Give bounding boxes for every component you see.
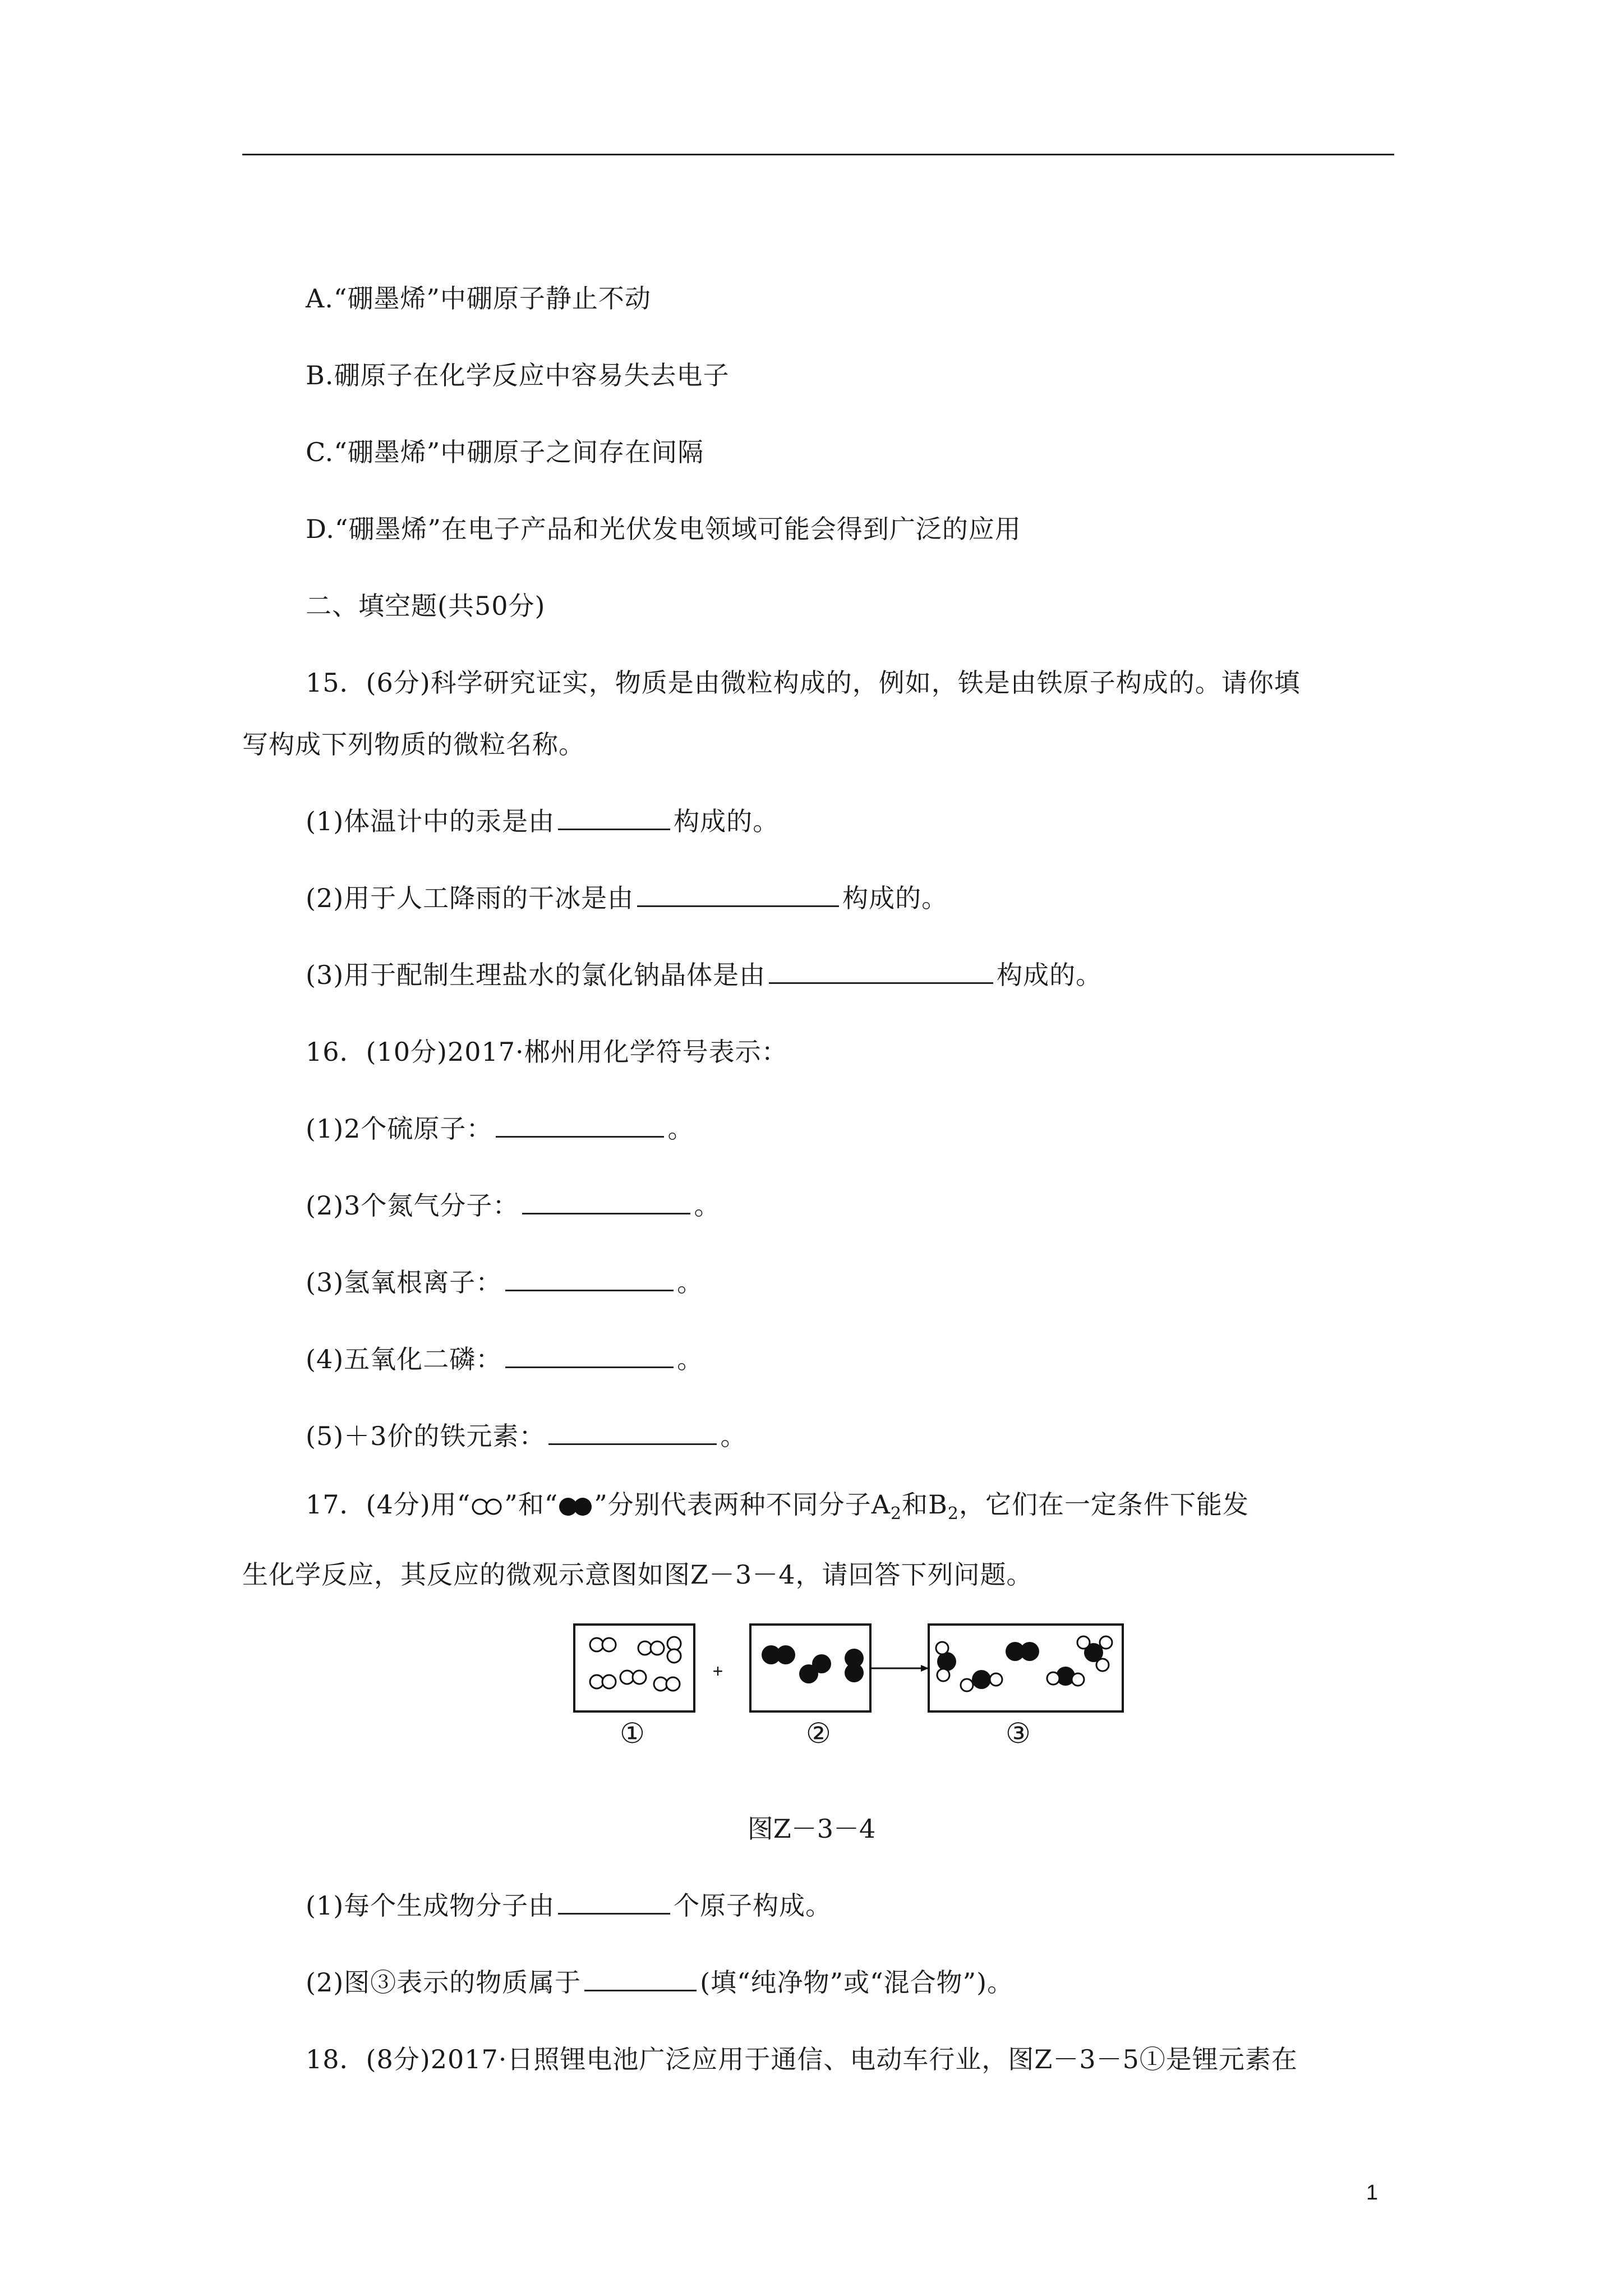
q16-item-2: (2)3个氮气分子： 。 <box>306 1190 721 1221</box>
answer-blank[interactable] <box>558 805 670 830</box>
q17-item-2: (2)图③表示的物质属于 (填“纯净物”或“混合物”)。 <box>306 1967 1014 1998</box>
q16-item-1: (1)2个硫原子： 。 <box>306 1114 694 1144</box>
q16-item-3: (3)氢氧根离子： 。 <box>306 1267 704 1297</box>
figure-caption: 图Z－3－4 <box>747 1814 876 1844</box>
q17-line1: 17．(4分)用“ ”和“ ”分别代表两种不同分子$A_2$和$B_2$，它们在一定条件下能发 <box>306 1489 1249 1524</box>
q17-item-1: (1)每个生成物分子由 个原子构成。 <box>306 1890 832 1921</box>
option-c: C.“硼墨烯”中硼原子之间存在间隔 <box>306 437 704 467</box>
b2-molecule-icon <box>558 1497 594 1517</box>
answer-blank[interactable] <box>637 882 839 907</box>
option-d: D.“硼墨烯”在电子产品和光伏发电领域可能会得到广泛的应用 <box>306 514 1021 544</box>
plus-sign: + <box>712 1661 723 1681</box>
q15-item-3: (3)用于配制生理盐水的氯化钠晶体是由 构成的。 <box>306 960 1103 990</box>
answer-blank[interactable] <box>505 1266 674 1291</box>
q16-item-4: (4)五氧化二磷： 。 <box>306 1344 704 1374</box>
section-title: 二、填空题(共50分) <box>306 591 546 621</box>
header-rule <box>242 154 1394 155</box>
q16-item-5: (5)＋3价的铁元素： 。 <box>306 1421 747 1451</box>
answer-blank[interactable] <box>522 1189 690 1214</box>
q18-line1: 18．(8分)2017·日照锂电池广泛应用于通信、电动车行业，图Z－3－5①是锂元素在 <box>306 2044 1298 2074</box>
box-product <box>929 1625 1123 1711</box>
option-a: A.“硼墨烯”中硼原子静止不动 <box>306 283 651 314</box>
answer-blank[interactable] <box>584 1966 697 1991</box>
label-box-1: ① <box>620 1717 645 1750</box>
a2-molecule-icon <box>471 1497 504 1516</box>
label-box-3: ③ <box>1006 1717 1031 1750</box>
q15-line1: 15．(6分)科学研究证实，物质是由微粒构成的，例如，铁是由铁原子构成的。请你填 <box>306 668 1301 698</box>
q17-line2: 生化学反应，其反应的微观示意图如图Z－3－4，请回答下列问题。 <box>242 1559 1033 1590</box>
answer-blank[interactable] <box>505 1343 674 1368</box>
label-box-2: ② <box>806 1717 831 1750</box>
q16-head: 16．(10分)2017·郴州用化学符号表示： <box>306 1037 788 1067</box>
q15-item-1: (1)体温计中的汞是由 构成的。 <box>306 806 780 836</box>
reaction-diagram <box>572 1616 1133 1773</box>
page-number: 1 <box>1366 2181 1378 2205</box>
q15-item-2: (2)用于人工降雨的干冰是由 构成的。 <box>306 883 948 913</box>
option-b: B.硼原子在化学反应中容易失去电子 <box>306 360 730 390</box>
answer-blank[interactable] <box>496 1112 664 1138</box>
answer-blank[interactable] <box>558 1889 670 1915</box>
answer-blank[interactable] <box>769 959 993 984</box>
q15-line2: 写构成下列物质的微粒名称。 <box>242 729 585 760</box>
answer-blank[interactable] <box>548 1420 717 1445</box>
